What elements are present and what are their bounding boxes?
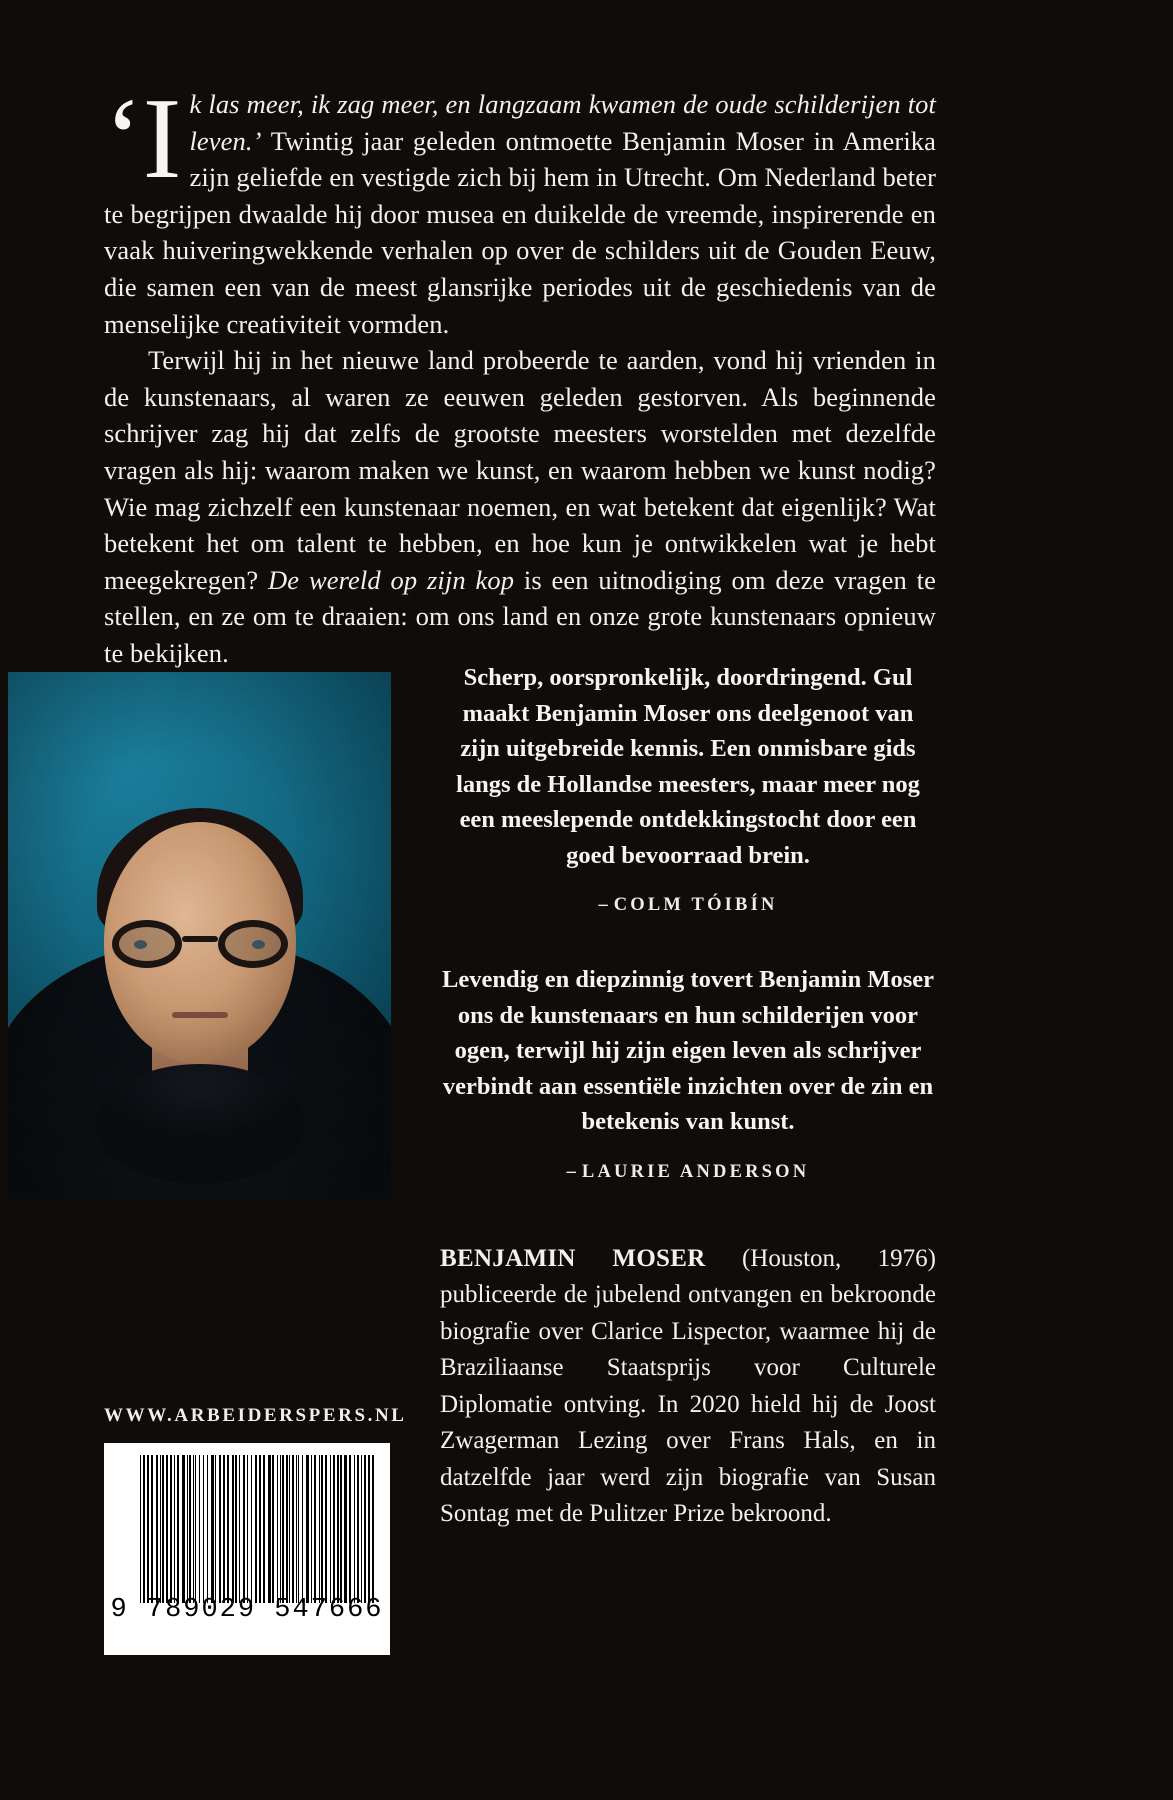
blurb-attribution-2 xyxy=(440,1162,936,1183)
attribution-source-1: COLM TÓIBÍN xyxy=(613,895,778,915)
paragraph-1-body: Twintig jaar geleden ontmoette Benjamin Moser in Amerika zijn geliefde en vestigde zich bij hem in Utrecht. Om Nederland beter te begrijpen dwaalde hij door musea en duikelde de vreemde, inspirerende en vaak huiveringwekkende verhalen op over de schilders uit de Gouden Eeuw, die samen een van de meest glansrijke periodes uit de geschiedenis van de menselijke creativiteit vormden. xyxy=(104,125,936,339)
blurb-attribution-1 xyxy=(440,895,936,916)
back-cover-description xyxy=(104,75,936,672)
attribution-source-2: LAURIE ANDERSON xyxy=(581,1161,810,1182)
drop-cap-letter: I xyxy=(142,75,182,203)
isbn-digits: 9 789029 547666 xyxy=(110,1595,384,1625)
publisher-website[interactable]: WWW.ARBEIDERSPERS.NL xyxy=(104,1405,407,1426)
paragraph-2-part-2: is een uitnodiging om deze vragen te stellen, en ze om te draaien: om ons land en onze grote kunstenaars opnieuw te bekijken. xyxy=(104,564,936,668)
author-portrait-photo xyxy=(8,672,391,1199)
description-paragraph-1 xyxy=(104,75,936,342)
author-bio-text: (Houston, 1976) publiceerde de jubelend ontvangen en bekroonde biografie over Clarice Lispector, waarmee hij de Braziliaanse Staatsprijs voor Culturele Diplomatie ontving. In 2020 hield hij de Joost Zwagerman Lezing over Frans Hals, en in datzelfde jaar werd zijn biografie van Susan Sontag met de Pulitzer Prize bekroond. xyxy=(440,1244,936,1527)
blurb-quote-1: Scherp, oorspronkelijk, doordringend. Gul maakt Benjamin Moser ons deelgenoot van zijn uitgebreide kennis. Een onmisbare gids langs de Hollandse meesters, maar meer nog een meeslepende ontdekkingstocht door een goed bevoorraad brein. xyxy=(456,664,920,869)
opening-quote-italic: k las meer, ik zag meer, en langzaam kwamen de oude schilderijen tot leven.’ xyxy=(189,89,936,156)
author-name: BENJAMIN MOSER xyxy=(440,1244,706,1272)
blurb-quote-2: Levendig en diepzinnig tovert Benjamin Moser ons de kunstenaars en hun schilderijen voor ogen, terwijl hij zijn eigen leven als schrijver verbindt aan essentiële inzichten over de zin en betekenis van kunst. xyxy=(441,966,934,1135)
attribution-dash-2: – xyxy=(566,1161,576,1182)
book-title-italic: De wereld op zijn kop xyxy=(268,564,515,595)
author-bio xyxy=(440,1241,936,1533)
paragraph-2-part-1: Terwijl hij in het nieuwe land probeerde te aarden, vond hij vrienden in de kunstenaars, al waren ze eeuwen geleden gestorven. Als beginnende schrijver zag hij dat zelfs de grootste meesters worstelden met dezelfde vragen als hij: waarom maken we kunst, en waarom hebben we kunst nodig? Wie mag zichzelf een kunstenaar noemen, en wat betekent dat eigenlijk? Wat betekent het om talent te hebben, en hoe kun je ontwikkelen wat je hebt meegekregen? xyxy=(104,345,936,595)
portrait-vignette xyxy=(8,672,391,1199)
description-paragraph-2 xyxy=(104,342,936,671)
attribution-dash-1: – xyxy=(598,895,608,915)
right-column xyxy=(440,660,936,1558)
barcode-bars xyxy=(140,1455,376,1603)
open-quote-glyph: ‘ xyxy=(104,75,143,203)
drop-cap xyxy=(104,75,183,203)
isbn-barcode xyxy=(104,1443,390,1655)
